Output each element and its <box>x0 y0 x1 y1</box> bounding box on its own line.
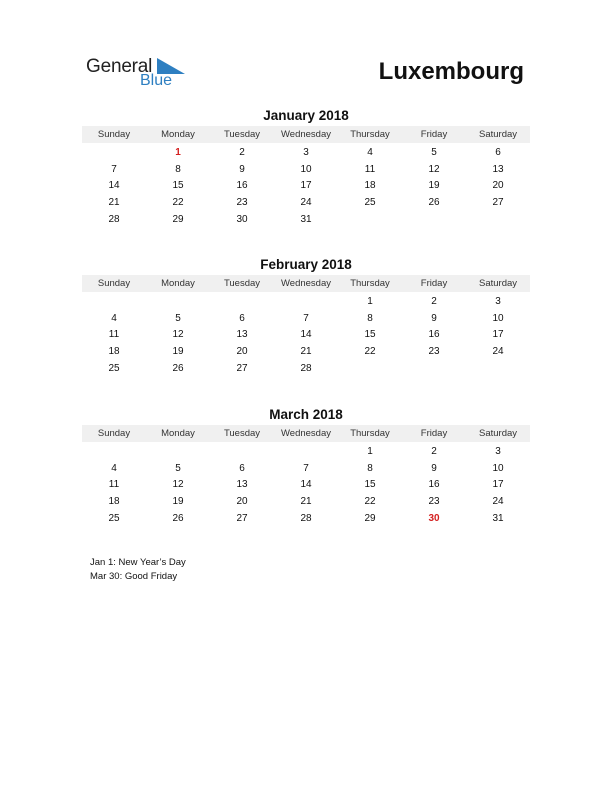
day-cell: 9 <box>431 312 437 324</box>
day-cell: 10 <box>492 312 504 324</box>
day-cell: 8 <box>367 462 373 474</box>
weekday-label: Wednesday <box>281 129 331 140</box>
day-cell: 19 <box>172 496 184 508</box>
day-cell: 26 <box>172 512 184 524</box>
day-cell: 4 <box>111 462 117 474</box>
weekday-label: Monday <box>161 278 195 289</box>
day-cell: 23 <box>428 496 440 508</box>
day-cell: 4 <box>111 312 117 324</box>
day-cell: 13 <box>492 163 504 175</box>
weekday-label: Wednesday <box>281 278 331 289</box>
weeks-grid <box>82 294 530 377</box>
weekday-label: Friday <box>420 278 448 289</box>
day-cell: 14 <box>300 329 312 341</box>
empty-day-cell <box>466 212 530 229</box>
week-row <box>82 195 530 212</box>
week-row <box>82 178 530 195</box>
day-cell: 20 <box>492 180 504 192</box>
day-cell: 30 <box>236 213 248 225</box>
weekday-label: Thursday <box>350 428 390 439</box>
day-cell: 26 <box>172 362 184 374</box>
month-calendar-february <box>82 256 530 377</box>
day-cell: 5 <box>175 312 181 324</box>
week-row <box>82 494 530 511</box>
month-title: March 2018 <box>269 407 343 422</box>
day-cell: 13 <box>236 329 248 341</box>
day-cell: 6 <box>239 312 245 324</box>
weekday-header-row <box>82 425 530 442</box>
day-cell: 27 <box>492 197 504 209</box>
day-cell: 2 <box>431 296 437 307</box>
week-row <box>82 511 530 528</box>
day-cell: 23 <box>428 346 440 358</box>
day-cell: 25 <box>364 197 376 209</box>
day-cell: 21 <box>300 496 312 508</box>
week-row <box>82 477 530 494</box>
month-title: January 2018 <box>263 108 349 123</box>
day-cell: 27 <box>236 362 248 374</box>
empty-day-cell <box>146 294 210 311</box>
day-cell: 16 <box>428 479 440 491</box>
empty-day-cell <box>82 294 146 311</box>
day-cell: 20 <box>236 496 248 508</box>
weekday-label: Thursday <box>350 278 390 289</box>
week-row <box>82 162 530 179</box>
empty-day-cell <box>338 212 402 229</box>
week-row <box>82 327 530 344</box>
day-cell: 16 <box>428 329 440 341</box>
day-cell: 27 <box>236 512 248 524</box>
week-row <box>82 294 530 311</box>
day-cell: 7 <box>303 462 309 474</box>
logo-general-text: General <box>86 56 153 77</box>
holiday-note: Mar 30: Good Friday <box>90 571 178 582</box>
day-cell: 16 <box>236 180 248 192</box>
day-cell: 26 <box>428 197 440 209</box>
weekday-label: Sunday <box>97 428 131 439</box>
weekday-label: Sunday <box>97 278 131 289</box>
day-cell: 11 <box>108 329 120 341</box>
empty-day-cell <box>210 294 274 311</box>
day-cell: 8 <box>175 163 181 175</box>
day-cell: 17 <box>492 479 504 491</box>
weekday-label: Wednesday <box>281 428 331 439</box>
day-cell: 6 <box>239 462 245 474</box>
day-cell: 11 <box>108 479 120 491</box>
week-row <box>82 145 530 162</box>
day-cell: 19 <box>172 346 184 358</box>
day-cell: 10 <box>300 163 312 175</box>
holiday-day-cell: 1 <box>175 147 181 158</box>
day-cell: 21 <box>300 346 312 358</box>
day-cell: 1 <box>367 296 373 307</box>
week-row <box>82 311 530 328</box>
day-cell: 3 <box>495 446 501 457</box>
day-cell: 2 <box>431 446 437 457</box>
day-cell: 15 <box>364 329 376 341</box>
day-cell: 20 <box>236 346 248 358</box>
day-cell: 22 <box>364 346 376 358</box>
holiday-day-cell: 30 <box>428 512 440 524</box>
day-cell: 3 <box>303 147 309 158</box>
day-cell: 1 <box>367 446 373 457</box>
weekday-label: Tuesday <box>223 428 261 439</box>
day-cell: 7 <box>303 312 309 324</box>
weekday-label: Friday <box>420 428 448 439</box>
day-cell: 28 <box>300 362 312 374</box>
day-cell: 11 <box>364 163 376 175</box>
day-cell: 9 <box>239 163 245 175</box>
weekday-label: Monday <box>161 129 195 140</box>
day-cell: 5 <box>175 462 181 474</box>
day-cell: 4 <box>367 147 373 158</box>
empty-day-cell <box>146 444 210 461</box>
weekday-label: Monday <box>161 428 195 439</box>
general-blue-logo <box>86 56 186 92</box>
country-title: Luxembourg <box>378 58 524 85</box>
logo-blue-text: Blue <box>140 72 173 89</box>
weekday-label: Tuesday <box>223 129 261 140</box>
weekday-label: Thursday <box>350 129 390 140</box>
day-cell: 12 <box>428 163 440 175</box>
day-cell: 28 <box>108 213 120 225</box>
day-cell: 6 <box>495 147 501 158</box>
day-cell: 7 <box>111 163 117 175</box>
day-cell: 14 <box>300 479 312 491</box>
day-cell: 25 <box>108 362 120 374</box>
day-cell: 25 <box>108 512 120 524</box>
day-cell: 8 <box>367 312 373 324</box>
week-row <box>82 361 530 378</box>
weeks-grid <box>82 145 530 228</box>
day-cell: 31 <box>300 213 312 225</box>
day-cell: 31 <box>492 512 504 524</box>
day-cell: 24 <box>492 496 504 508</box>
week-row <box>82 344 530 361</box>
day-cell: 29 <box>364 512 376 524</box>
day-cell: 17 <box>492 329 504 341</box>
day-cell: 10 <box>492 462 504 474</box>
month-calendar-march <box>82 406 530 527</box>
empty-day-cell <box>402 361 466 378</box>
day-cell: 24 <box>300 197 312 209</box>
day-cell: 13 <box>236 479 248 491</box>
day-cell: 2 <box>239 147 245 158</box>
day-cell: 9 <box>431 462 437 474</box>
day-cell: 18 <box>364 180 376 192</box>
weeks-grid <box>82 444 530 527</box>
day-cell: 12 <box>172 329 184 341</box>
empty-day-cell <box>82 444 146 461</box>
day-cell: 28 <box>300 512 312 524</box>
weekday-label: Sunday <box>97 129 131 140</box>
holiday-note: Jan 1: New Year’s Day <box>90 557 186 568</box>
day-cell: 22 <box>172 197 184 209</box>
weekday-label: Saturday <box>478 278 518 289</box>
weekday-header-row <box>82 275 530 292</box>
weekday-header-row <box>82 126 530 143</box>
empty-day-cell <box>274 444 338 461</box>
day-cell: 15 <box>172 180 184 192</box>
empty-day-cell <box>210 444 274 461</box>
day-cell: 19 <box>428 180 440 192</box>
day-cell: 18 <box>108 496 120 508</box>
day-cell: 23 <box>236 197 248 209</box>
weekday-label: Saturday <box>478 129 518 140</box>
empty-day-cell <box>82 145 146 162</box>
day-cell: 17 <box>300 180 312 192</box>
day-cell: 5 <box>431 147 437 158</box>
empty-day-cell <box>274 294 338 311</box>
day-cell: 3 <box>495 296 501 307</box>
day-cell: 21 <box>108 197 120 209</box>
day-cell: 18 <box>108 346 120 358</box>
day-cell: 24 <box>492 346 504 358</box>
empty-day-cell <box>338 361 402 378</box>
empty-day-cell <box>402 212 466 229</box>
empty-day-cell <box>466 361 530 378</box>
week-row <box>82 212 530 229</box>
day-cell: 12 <box>172 479 184 491</box>
day-cell: 14 <box>108 180 120 192</box>
weekday-label: Tuesday <box>223 278 261 289</box>
month-calendar-january <box>82 107 530 228</box>
week-row <box>82 461 530 478</box>
day-cell: 29 <box>172 213 184 225</box>
day-cell: 15 <box>364 479 376 491</box>
day-cell: 22 <box>364 496 376 508</box>
holiday-notes <box>90 556 186 584</box>
week-row <box>82 444 530 461</box>
weekday-label: Friday <box>420 129 448 140</box>
weekday-label: Saturday <box>478 428 518 439</box>
month-title: February 2018 <box>260 257 352 272</box>
